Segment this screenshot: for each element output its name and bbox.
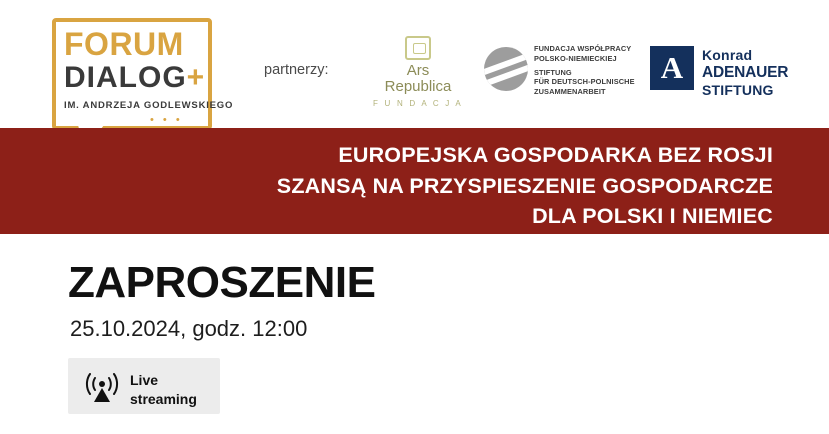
banner-line-2: SZANSĄ NA PRZYSPIESZENIE GOSPODARCZE — [276, 173, 773, 198]
logo-dialog-text — [64, 63, 205, 93]
banner-line-1: EUROPEJSKA GOSPODARKA BEZ ROSJI — [338, 143, 773, 167]
logo-plus-sign: + — [186, 61, 206, 94]
live-line1: Live — [130, 372, 159, 388]
partners-label: partnerzy: — [264, 62, 329, 78]
kas-line3: STIFTUNG — [702, 81, 774, 98]
ars-subtitle: F U N D A C J A — [373, 99, 463, 109]
kas-line1: Konrad — [702, 47, 753, 63]
partner-logo-ars-republica[interactable] — [372, 36, 464, 108]
fwpn-line5: ZUSAMMENARBEIT — [534, 87, 606, 97]
banner-line-3: DLA POLSKI I NIEMIEC — [532, 204, 773, 229]
logo-dots-decoration: • • • — [150, 114, 183, 126]
logo-subtitle: IM. ANDRZEJA GODLEWSKIEGO — [64, 100, 234, 111]
content-section — [0, 234, 829, 434]
page-title: ZAPROSZENIE — [68, 258, 376, 307]
document-mark-icon — [405, 36, 431, 60]
kas-text-block — [702, 47, 788, 98]
live-streaming-badge[interactable] — [68, 358, 220, 414]
live-line2: streaming — [130, 390, 197, 407]
fwpn-line3: STIFTUNG — [534, 67, 572, 77]
circle-stripes-icon — [484, 47, 528, 91]
header-bar — [0, 0, 829, 128]
broadcast-icon — [82, 370, 122, 404]
fwpn-text-block — [534, 44, 635, 97]
fwpn-line1: FUNDACJA WSPÓŁPRACY — [534, 44, 632, 53]
ars-name-line1: Ars — [406, 62, 430, 79]
live-streaming-label — [130, 371, 197, 409]
partner-logo-konrad-adenauer-stiftung[interactable] — [650, 44, 789, 98]
fwpn-line4: FÜR DEUTSCH-POLNISCHE — [534, 77, 635, 87]
partner-logo-fwpn[interactable] — [484, 44, 639, 96]
logo-dialog-word: DIALOG — [64, 61, 187, 94]
ars-name-line2: Republica — [384, 78, 452, 96]
kas-line2: ADENAUER — [702, 63, 789, 81]
fwpn-line2: POLSKO-NIEMIECKIEJ — [534, 53, 617, 63]
title-banner — [0, 128, 829, 234]
event-datetime: 25.10.2024, godz. 12:00 — [70, 316, 308, 341]
logo-forum-text: FORUM — [64, 26, 184, 62]
kas-square-icon: A — [650, 46, 694, 90]
banner-text-block — [277, 140, 773, 232]
